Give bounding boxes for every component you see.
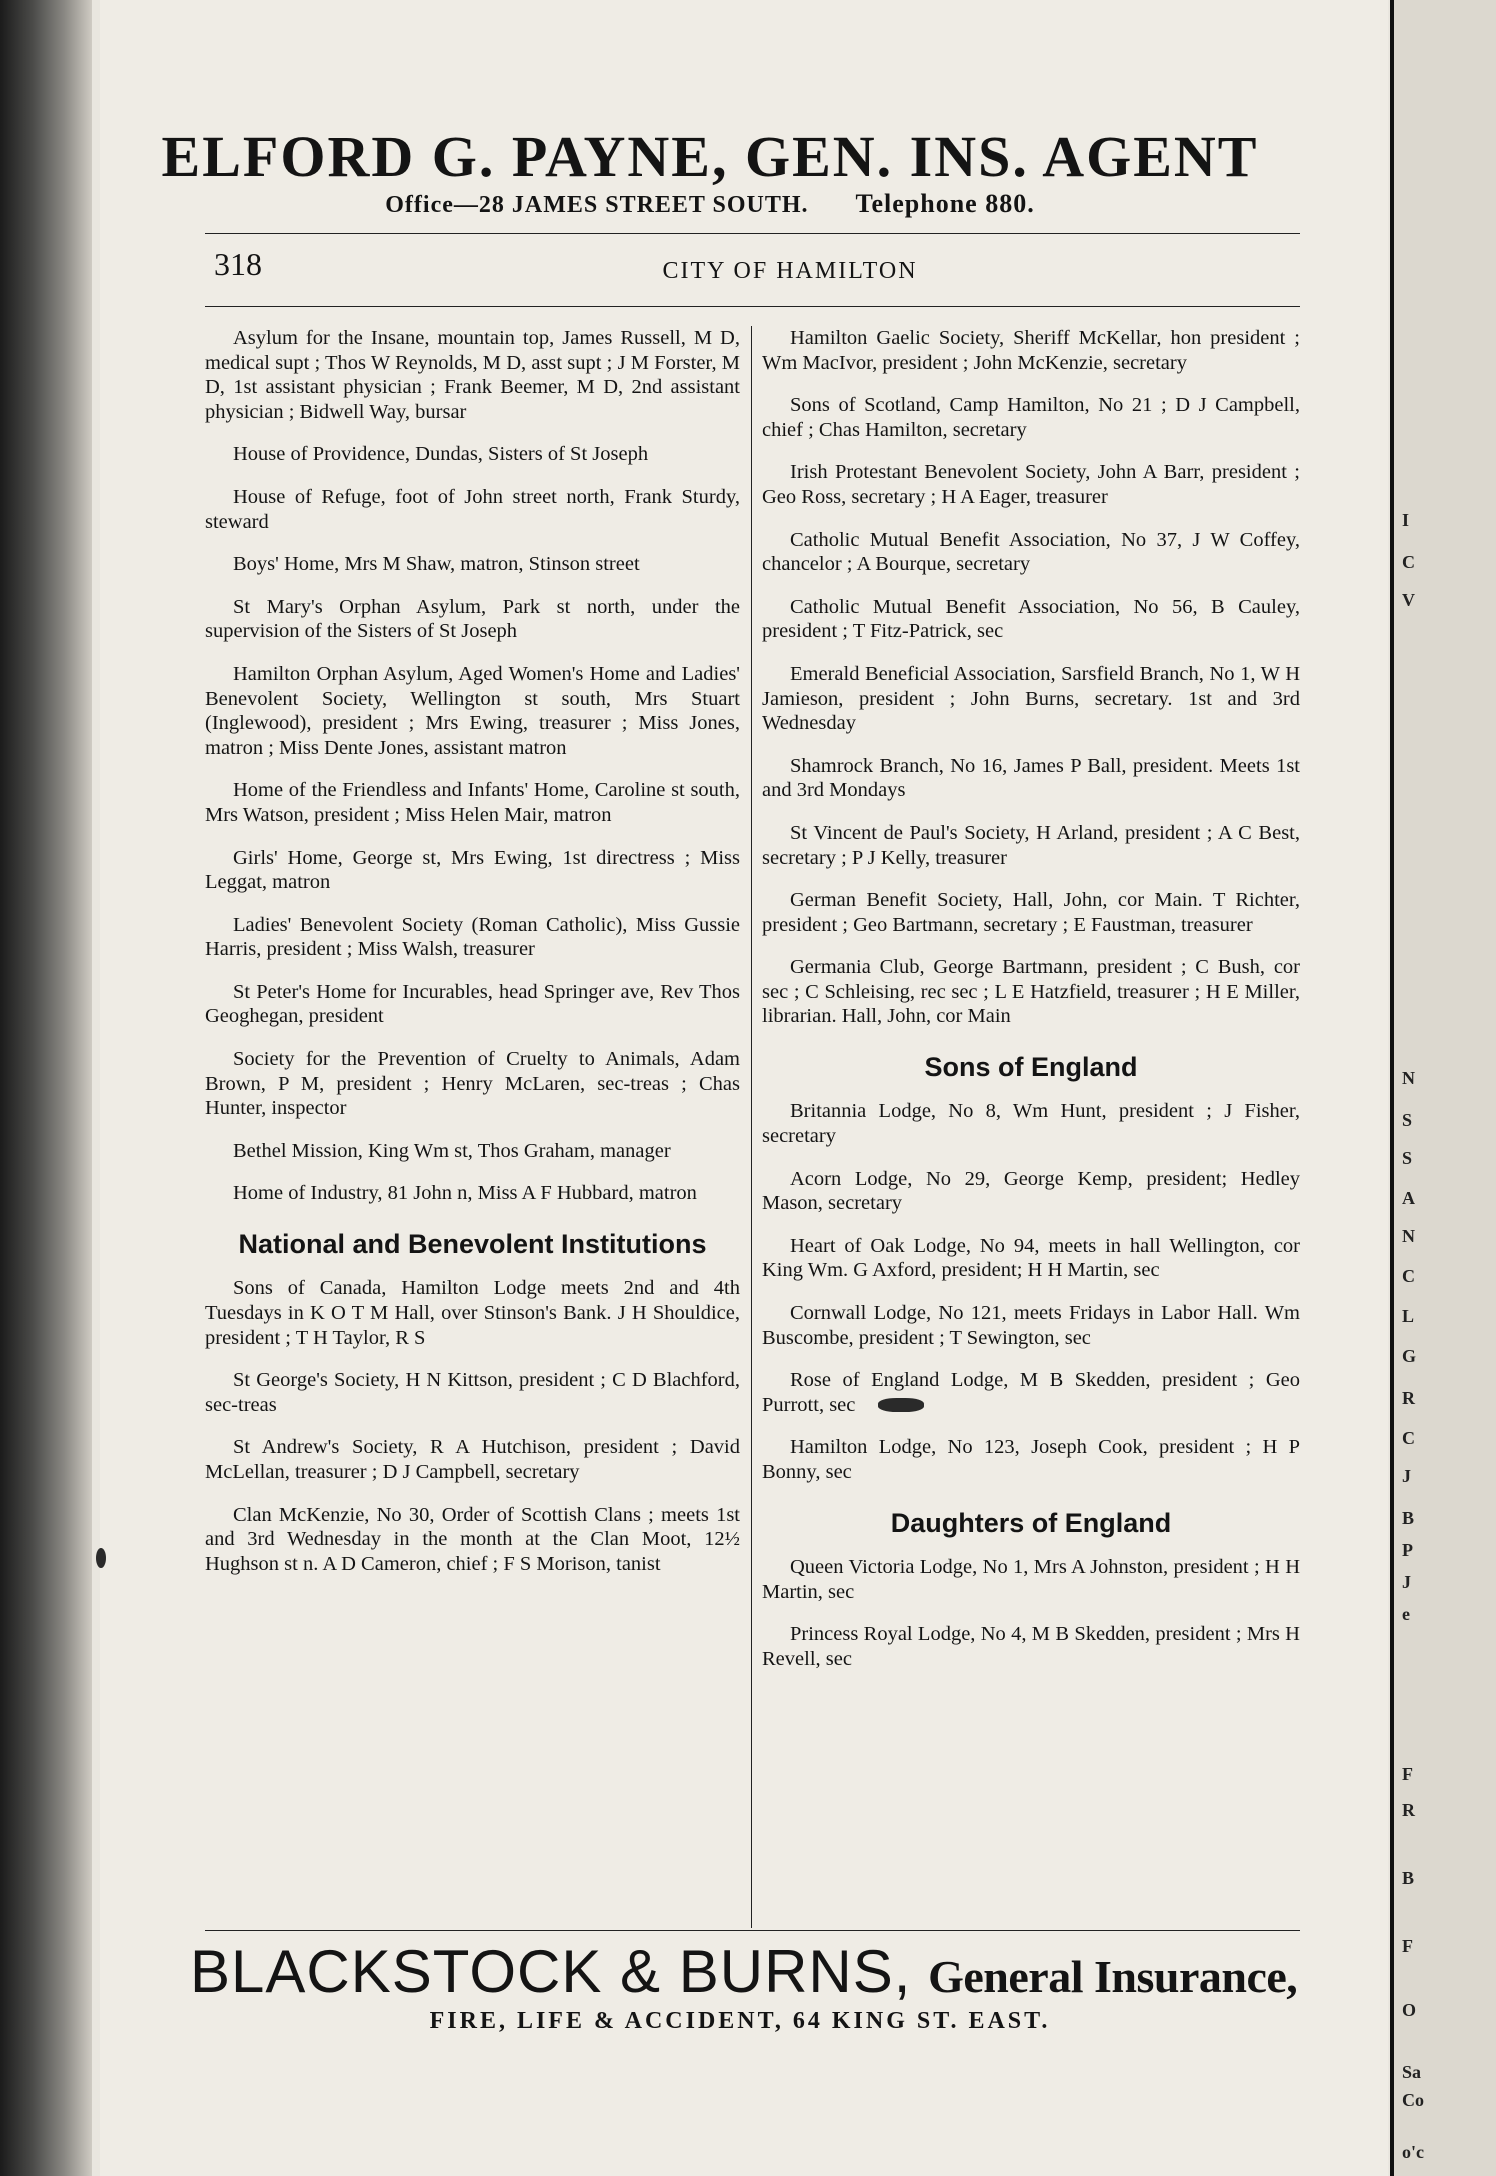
adjacent-page-fragment: I xyxy=(1402,510,1410,530)
directory-entry: St George's Society, H N Kittson, president ; C D Blachford, sec-treas xyxy=(205,1369,740,1416)
adjacent-page-fragment: J xyxy=(1402,1572,1411,1592)
adjacent-page-fragment: L xyxy=(1402,1306,1415,1326)
adjacent-page-fragment: S xyxy=(1402,1110,1413,1130)
running-head: CITY OF HAMILTON xyxy=(662,258,918,284)
directory-entry: Acorn Lodge, No 29, George Kemp, president; Hedley Mason, secretary xyxy=(762,1167,1300,1215)
daughters-entries-list xyxy=(762,1555,1300,1671)
footer-firm: BLACKSTOCK & BURNS, xyxy=(190,1938,912,2005)
directory-entry: Home of Industry, 81 John n, Miss A F Hubbard, matron xyxy=(233,1182,697,1205)
adjacent-page-fragment: C xyxy=(1402,552,1415,572)
directory-entry: Britannia Lodge, No 8, Wm Hunt, president ; J Fisher, secretary xyxy=(762,1100,1300,1148)
adjacent-page-fragment: F xyxy=(1402,1936,1413,1956)
directory-entry: Princess Royal Lodge, No 4, M B Skedden, president ; Mrs H Revell, sec xyxy=(762,1623,1300,1670)
directory-entry: Shamrock Branch, No 16, James P Ball, president. Meets 1st and 3rd Mondays xyxy=(762,754,1300,802)
footer-rule xyxy=(205,1930,1300,1931)
footer-ad-subtitle: FIRE, LIFE & ACCIDENT, 64 KING ST. EAST. xyxy=(429,2008,1051,2034)
directory-entry: German Benefit Society, Hall, John, cor Main. T Richter, president ; Geo Bartmann, secretary ; E Faustman, treasurer xyxy=(762,889,1300,936)
header-office: Office—28 JAMES STREET SOUTH. xyxy=(385,192,809,218)
adjacent-page-strip xyxy=(1390,0,1496,2176)
directory-entry: Asylum for the Insane, mountain top, James Russell, M D, medical supt ; Thos W Reynolds, M D, asst supt ; J M Forster, M D, 1st assistant physician ; Frank Beemer, M D, 2nd assistant physician ; Bidwell Way, bursar xyxy=(205,327,740,423)
directory-entry: Catholic Mutual Benefit Association, No 56, B Cauley, president ; T Fitz-Patrick, sec xyxy=(762,595,1300,643)
footer-ad-title xyxy=(190,1938,1298,2005)
adjacent-page-fragment: N xyxy=(1402,1068,1415,1088)
adjacent-page-fragment: Co xyxy=(1402,2090,1424,2110)
running-head-rule xyxy=(205,306,1300,307)
directory-entry: St Andrew's Society, R A Hutchison, president ; David McLellan, treasurer ; D J Campbell, secretary xyxy=(205,1436,740,1483)
footer-tagline: General Insurance, xyxy=(928,1951,1298,2002)
directory-entry: Heart of Oak Lodge, No 94, meets in hall Wellington, cor King Wm. G Axford, president; H H Martin, sec xyxy=(762,1234,1300,1282)
adjacent-page-fragment: S xyxy=(1402,1148,1413,1168)
adjacent-page-fragment: C xyxy=(1402,1266,1415,1286)
scan-blemish xyxy=(96,1548,106,1568)
left-column xyxy=(205,326,740,1594)
sons-of-england-heading: Sons of England xyxy=(924,1052,1138,1083)
directory-entry: Catholic Mutual Benefit Association, No 37, J W Coffey, chancelor ; A Bourque, secretary xyxy=(762,528,1300,576)
adjacent-page-fragment: R xyxy=(1402,1800,1415,1820)
directory-entry: Cornwall Lodge, No 121, meets Fridays in Labor Hall. Wm Buscombe, president ; T Sewington, sec xyxy=(762,1302,1300,1349)
adjacent-page-fragment: V xyxy=(1402,590,1415,610)
header-ad-subtitle xyxy=(110,188,1310,220)
directory-entry: St Mary's Orphan Asylum, Park st north, under the supervision of the Sisters of St Joseph xyxy=(205,595,740,643)
adjacent-page-fragment: F xyxy=(1402,1764,1413,1784)
directory-entry: Clan McKenzie, No 30, Order of Scottish Clans ; meets 1st and 3rd Wednesday in the month at the Clan Moot, 12½ Hughson st n. A D Cameron, chief ; F S Morison, tanist xyxy=(205,1503,740,1575)
header-ad-title: ELFORD G. PAYNE, GEN. INS. AGENT xyxy=(161,124,1259,189)
adjacent-page-fragment: P xyxy=(1402,1540,1413,1560)
header-telephone: Telephone 880. xyxy=(855,189,1035,218)
sons-entries-list xyxy=(762,1099,1300,1484)
directory-entry: House of Refuge, foot of John street north, Frank Sturdy, steward xyxy=(205,485,740,533)
adjacent-page-fragment: o'c xyxy=(1402,2142,1424,2162)
page-binding-edge xyxy=(0,0,92,2176)
directory-entry: Emerald Beneficial Association, Sarsfield Branch, No 1, W H Jamieson, president ; John Burns, secretary. 1st and 3rd Wednesday xyxy=(762,662,1300,735)
directory-entry: Boys' Home, Mrs M Shaw, matron, Stinson street xyxy=(233,553,640,576)
column-divider xyxy=(751,326,752,1928)
directory-entry: St Vincent de Paul's Society, H Arland, president ; A C Best, secretary ; P J Kelly, treasurer xyxy=(762,821,1300,869)
right-entries-list xyxy=(762,326,1300,1029)
directory-entry: Home of the Friendless and Infants' Home, Caroline st south, Mrs Watson, president ; Miss Helen Mair, matron xyxy=(205,779,740,826)
page-number: 318 xyxy=(214,246,262,282)
directory-entry: Hamilton Gaelic Society, Sheriff McKellar, hon president ; Wm MacIvor, president ; John McKenzie, secretary xyxy=(762,327,1300,374)
directory-entry: Society for the Prevention of Cruelty to Animals, Adam Brown, P M, president ; Henry McLaren, sec-treas ; Chas Hunter, inspector xyxy=(205,1048,740,1120)
directory-entry: St Peter's Home for Incurables, head Springer ave, Rev Thos Geoghegan, president xyxy=(205,980,740,1028)
adjacent-page-fragment: G xyxy=(1402,1346,1417,1366)
national-entries-list xyxy=(205,1276,740,1576)
adjacent-page-fragment: C xyxy=(1402,1428,1415,1448)
daughters-of-england-heading: Daughters of England xyxy=(890,1507,1172,1538)
directory-entry: Girls' Home, George st, Mrs Ewing, 1st directress ; Miss Leggat, matron xyxy=(205,846,740,894)
directory-entry: Bethel Mission, King Wm st, Thos Graham, manager xyxy=(233,1139,671,1162)
right-column xyxy=(762,326,1300,1689)
left-entries-list xyxy=(205,326,740,1206)
adjacent-page-fragment: Sa xyxy=(1402,2062,1422,2082)
adjacent-page-fragment: B xyxy=(1402,1868,1415,1888)
directory-entry: Hamilton Orphan Asylum, Aged Women's Home and Ladies' Benevolent Society, Wellington st south, Mrs Stuart (Inglewood), president ; Mrs Ewing, treasurer ; Miss Jones, matron ; Miss Dente Jones, assistant matron xyxy=(205,662,740,759)
adjacent-page-fragment: e xyxy=(1402,1604,1410,1624)
directory-entry: Irish Protestant Benevolent Society, John A Barr, president ; Geo Ross, secretary ; H A Eager, treasurer xyxy=(762,461,1300,508)
header-rule xyxy=(205,233,1300,234)
adjacent-page-fragment: B xyxy=(1402,1508,1415,1528)
adjacent-page-fragment: J xyxy=(1402,1466,1411,1486)
directory-entry: Sons of Scotland, Camp Hamilton, No 21 ; D J Campbell, chief ; Chas Hamilton, secretary xyxy=(762,394,1300,441)
directory-entry: Queen Victoria Lodge, No 1, Mrs A Johnston, president ; H H Martin, sec xyxy=(762,1555,1300,1603)
ink-blot xyxy=(878,1398,924,1412)
directory-entry: Hamilton Lodge, No 123, Joseph Cook, president ; H P Bonny, sec xyxy=(762,1436,1300,1483)
directory-entry: Germania Club, George Bartmann, president ; C Bush, cor sec ; C Schleising, rec sec ; L E Hatzfield, treasurer ; H E Miller, librarian. Hall, John, cor Main xyxy=(762,956,1300,1028)
directory-entry: Rose of England Lodge, M B Skedden, president ; Geo Purrott, sec xyxy=(762,1369,1300,1416)
adjacent-page-fragment: N xyxy=(1402,1226,1415,1246)
directory-entry: House of Providence, Dundas, Sisters of St Joseph xyxy=(233,443,649,466)
adjacent-page-fragment: R xyxy=(1402,1388,1415,1408)
directory-entry: Ladies' Benevolent Society (Roman Catholic), Miss Gussie Harris, president ; Miss Walsh, treasurer xyxy=(205,913,740,961)
national-institutions-heading: National and Benevolent Institutions xyxy=(238,1229,707,1260)
directory-entry: Sons of Canada, Hamilton Lodge meets 2nd and 4th Tuesdays in K O T M Hall, over Stinson's Bank. J H Shouldice, president ; T H Taylor, R S xyxy=(205,1277,740,1349)
adjacent-page-fragment: O xyxy=(1402,2000,1417,2020)
adjacent-page-fragment: A xyxy=(1402,1188,1415,1208)
